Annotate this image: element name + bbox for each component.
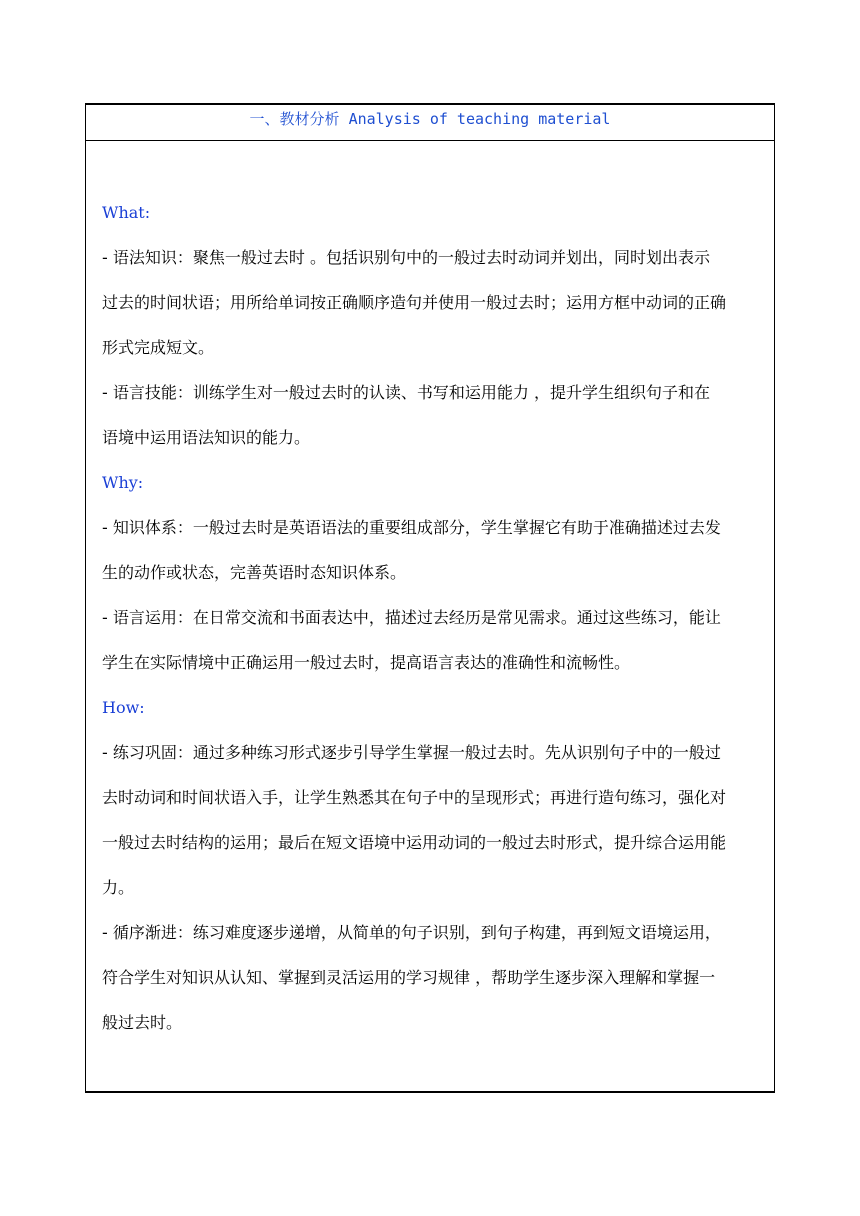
- analysis-table: [85, 103, 775, 1093]
- text-line: - 语法知识：聚焦一般过去时 。包括识别句中的一般过去时动词并划出，同时划出表示: [102, 248, 710, 267]
- text-line: 语境中运用语法知识的能力。: [102, 428, 311, 447]
- text-line: 学生在实际情境中正确运用一般过去时，提高语言表达的准确性和流畅性。: [102, 653, 631, 672]
- text-line: 过去的时间状语；用所给单词按正确顺序造句并使用一般过去时；运用方框中动词的正确: [102, 293, 727, 312]
- text-line: 去时动词和时间状语入手，让学生熟悉其在句子中的呈现形式；再进行造句练习，强化对: [102, 788, 727, 807]
- text-line: - 知识体系：一般过去时是英语语法的重要组成部分，学生掌握它有助于准确描述过去发: [102, 518, 721, 537]
- text-line: 一般过去时结构的运用；最后在短文语境中运用动词的一般过去时形式，提升综合运用能: [102, 833, 727, 852]
- section-label-how: How:: [102, 698, 145, 717]
- text-line: 符合学生对知识从认知、掌握到灵活运用的学习规律 ，帮助学生逐步深入理解和掌握一: [102, 968, 716, 987]
- text-line: - 练习巩固：通过多种练习形式逐步引导学生掌握一般过去时。先从识别句子中的一般过: [102, 743, 721, 762]
- section-label-what: What:: [102, 203, 151, 222]
- text-line: - 语言技能：训练学生对一般过去时的认读、书写和运用能力 ，提升学生组织句子和在: [102, 383, 710, 402]
- text-line: 生的动作或状态，完善英语时态知识体系。: [102, 563, 407, 582]
- text-line: 力。: [102, 878, 135, 897]
- text-line: - 语言运用：在日常交流和书面表达中，描述过去经历是常见需求。通过这些练习，能让: [102, 608, 721, 627]
- text-line: 般过去时。: [102, 1013, 183, 1032]
- section-label-why: Why:: [102, 473, 144, 492]
- text-line: 形式完成短文。: [102, 338, 215, 357]
- text-line: - 循序渐进：练习难度逐步递增，从简单的句子识别，到句子构建，再到短文语境运用，: [102, 923, 721, 942]
- table-header-title: 一、教材分析 Analysis of teaching material: [86, 105, 774, 141]
